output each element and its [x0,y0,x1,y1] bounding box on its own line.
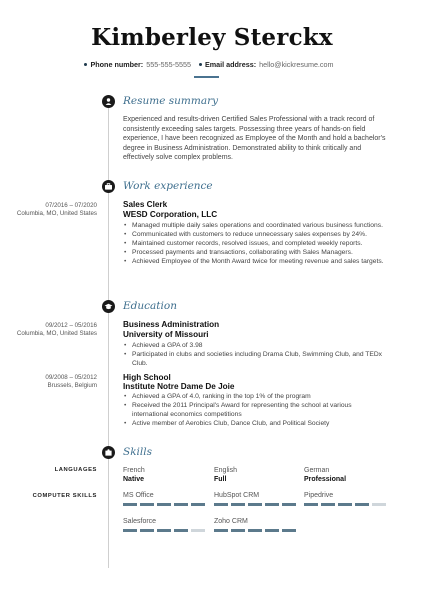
languages-label: LANGUAGES [54,467,97,473]
skill-level-segment [282,529,296,532]
skill-level-segment [355,503,369,506]
edu-bullets [123,341,388,368]
skill-level-segment [140,503,154,506]
skill-level-segment [140,529,154,532]
language-level: Full [214,476,227,483]
skill-level-segment [248,503,262,506]
skill-level-segment [372,503,386,506]
list-item: • Achieved a GPA of 3.98 [123,341,388,350]
skill-level-segment [231,503,245,506]
skill-level-segment [191,529,205,532]
language-item [123,466,145,484]
phone-value: 555-555-5555 [146,60,191,69]
edu-bullets [123,392,388,428]
bullet-dot [199,63,202,66]
job-role: Sales Clerk [123,200,168,209]
skill-level-segment [157,529,171,532]
job-dates-location [0,202,97,218]
edu-school: University of Missouri [123,330,209,339]
skill-level-segment [174,529,188,532]
email-label: Email address: [204,60,257,69]
skill-level-segment [338,503,352,506]
skill-level-segment [214,503,228,506]
skill-level-bar [304,503,388,506]
email-value: hello@kickresume.com [259,60,334,69]
candidate-name: Kimberley Sterckx [91,24,333,51]
timeline-line [108,96,109,568]
header-divider [194,76,219,78]
language-level: Native [123,476,145,483]
language-name: German [304,467,330,474]
skill-level-segment [174,503,188,506]
summary-text: Experienced and results-driven Certified Sales Professional with a track record of consistently exceeding sales targets. Possessing three years of hands-on field experience, I have been recognized as Employee of the Month and hold a bachelor's degree in Business Administration. Demonstrated ability to think critically and effectively solve complex problems. [123,116,386,162]
job-company: WESD Corporation, LLC [123,210,218,219]
skill-level-segment [231,529,245,532]
list-item: • Achieved a GPA of 4.0, ranking in the top 1% of the program [123,392,388,401]
skill-level-segment [123,529,137,532]
puzzle-icon [102,446,115,459]
person-icon [102,95,115,108]
list-item: • Active member of Aerobics Club, Dance Club, and Political Society [123,419,388,428]
language-item [304,466,346,484]
list-item: • Participated in clubs and societies including Drama Club, Swimming Club, and TEDx Club. [123,350,388,368]
language-item [214,466,237,484]
list-item: • Maintained customer records, resolved issues, and completed weekly reports. [123,239,388,248]
skill-level-bar [123,529,207,532]
computer-skill-name: MS Office [123,492,154,499]
section-title-work: Work experience [123,180,213,192]
skill-level-bar [214,503,298,506]
phone-label: Phone number: [90,60,144,69]
edu-dates-location [0,322,97,338]
computer-skill-name: Salesforce [123,518,157,525]
skill-level-bar [123,503,207,506]
edu-degree: Business Administration [123,320,220,329]
job-bullets [123,221,388,266]
job-dates: 07/2016 – 07/2020 [45,202,97,209]
skill-level-segment [214,529,228,532]
edu-degree: High School [123,373,171,382]
edu-dates: 09/2008 – 05/2012 [45,374,97,381]
edu-school: Institute Notre Dame De Joie [123,382,235,391]
edu-location: Brussels, Belgium [47,382,97,389]
skill-level-segment [265,503,279,506]
language-level: Professional [304,476,347,483]
section-title-skills: Skills [123,446,153,458]
skill-level-segment [123,503,137,506]
skill-level-segment [304,503,318,506]
skill-level-bar [214,529,298,532]
skill-level-segment [157,503,171,506]
briefcase-icon [102,180,115,193]
list-item: • Processed payments and transactions, collaborating with Sales Managers. [123,248,388,257]
computer-skills-label: COMPUTER SKILLS [32,493,97,499]
contact-line [0,60,424,69]
section-title-summary: Resume summary [123,95,219,107]
list-item: • Managed multiple daily sales operations and coordinated various business functions. [123,221,388,230]
edu-dates: 09/2012 – 05/2016 [45,322,97,329]
job-location: Columbia, MO, United States [16,210,97,217]
computer-skill-name: HubSpot CRM [214,492,260,499]
skill-level-segment [282,503,296,506]
computer-skill-name: Pipedrive [304,492,334,499]
language-name: French [123,467,145,474]
graduation-cap-icon [102,300,115,313]
language-name: English [214,467,237,474]
skill-level-segment [191,503,205,506]
skill-level-segment [265,529,279,532]
computer-skill-name: Zoho CRM [214,518,248,525]
bullet-dot [84,63,87,66]
list-item: • Received the 2011 Principal's Award for representing the school at various international economics competitions [123,401,388,419]
skill-level-segment [321,503,335,506]
list-item: • Communicated with customers to reduce unnecessary sales expenses by 24%. [123,230,388,239]
skill-level-segment [248,529,262,532]
edu-dates-location [0,374,97,390]
edu-location: Columbia, MO, United States [16,330,97,337]
section-title-education: Education [123,300,177,312]
list-item: • Achieved Employee of the Month Award twice for meeting revenue and sales targets. [123,257,388,266]
